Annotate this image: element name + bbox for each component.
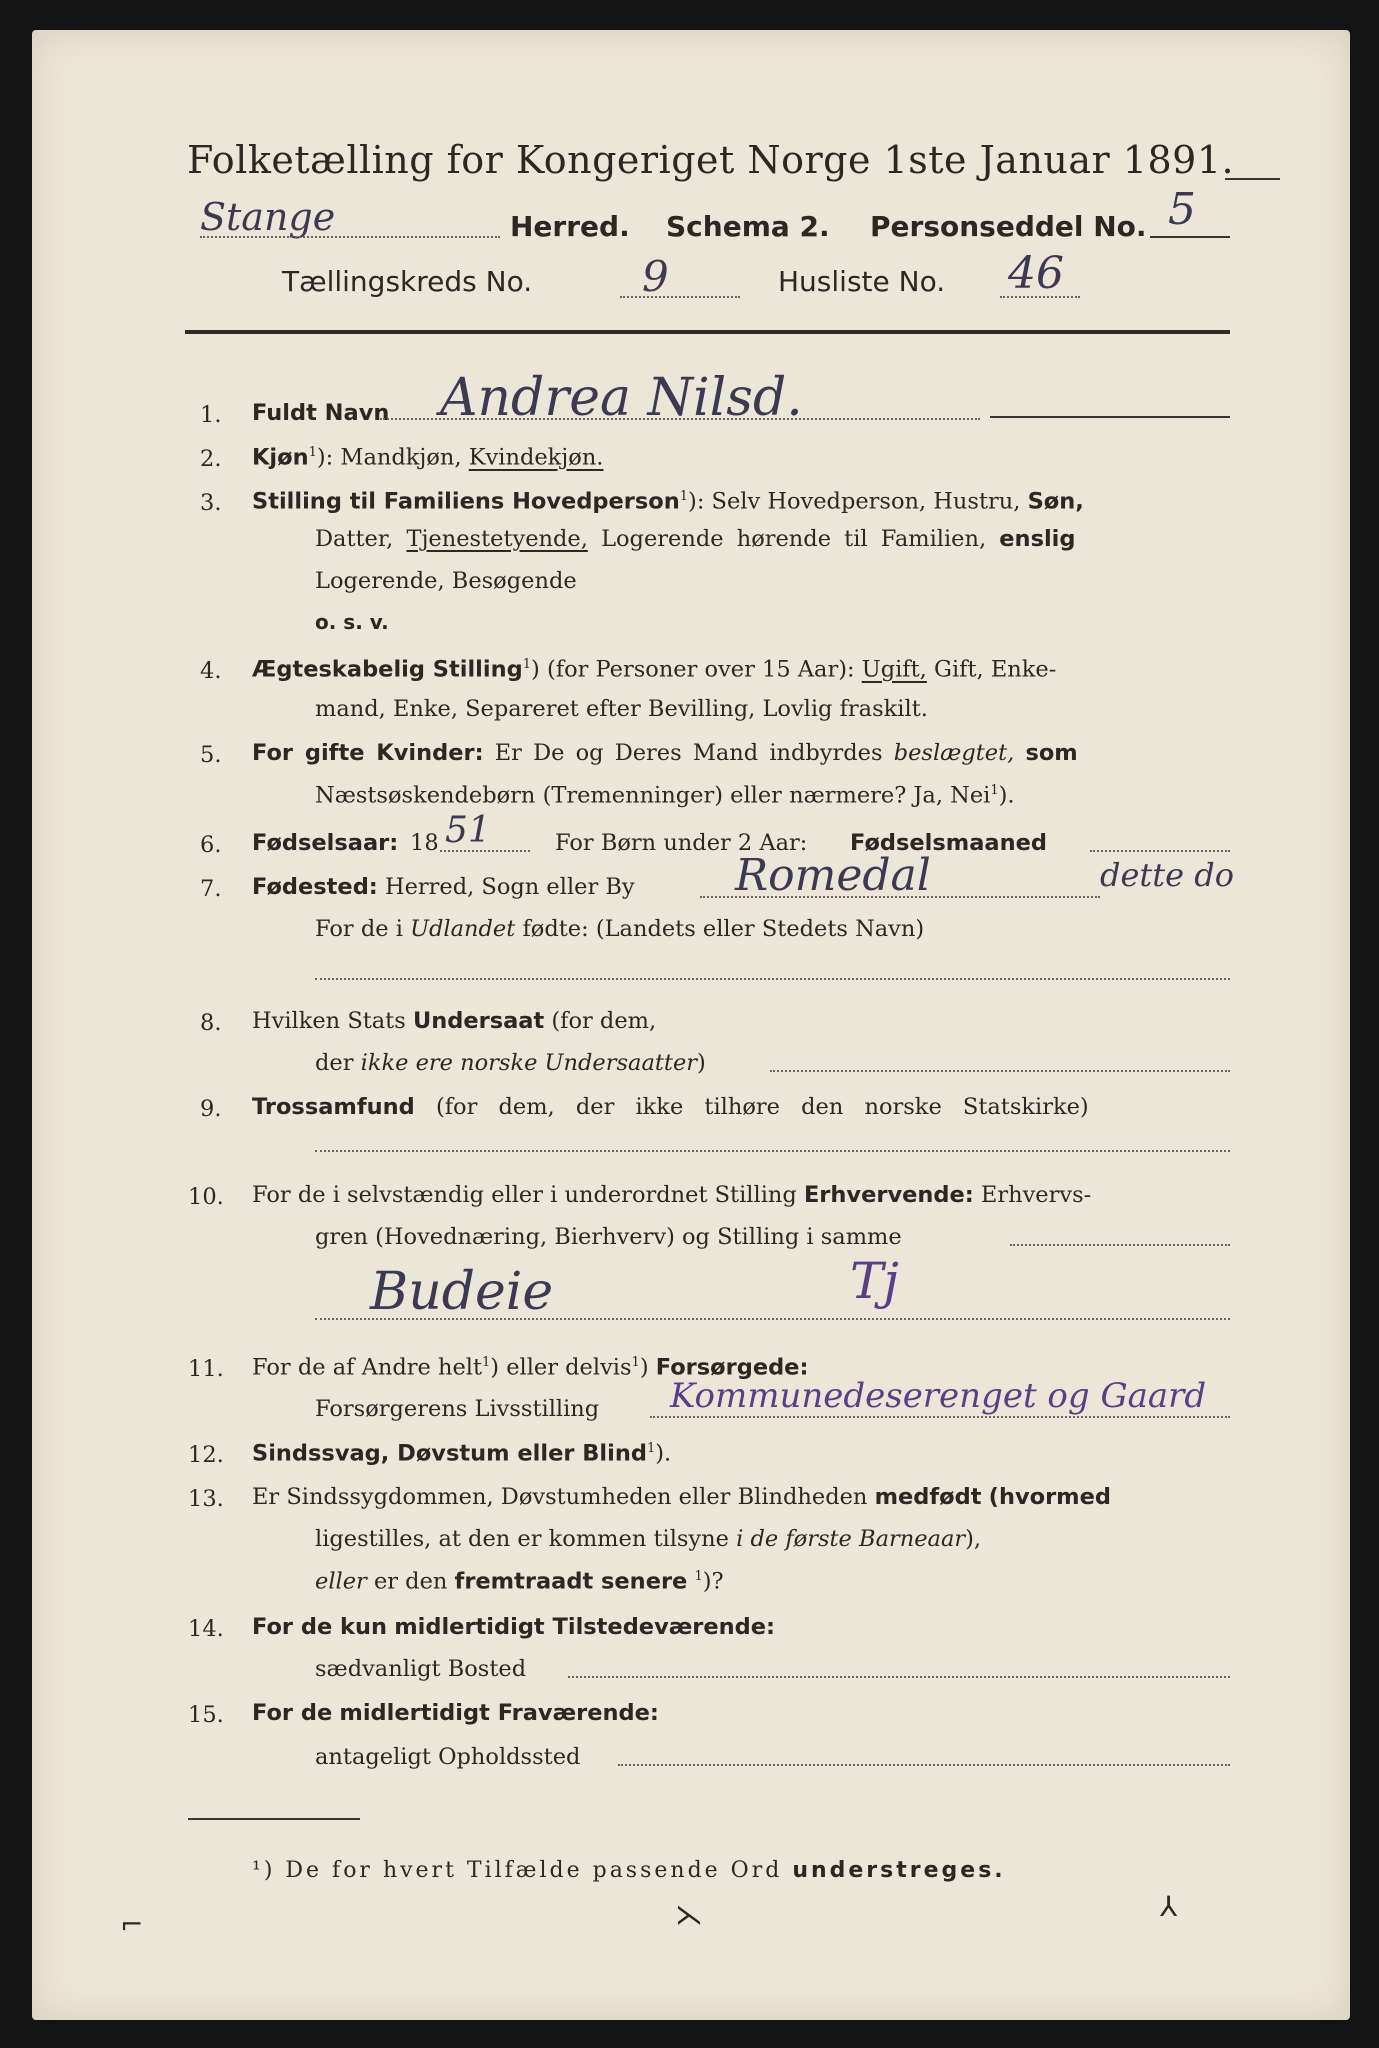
personseddel-label: Personseddel No. (870, 210, 1147, 243)
q7-dots (700, 896, 1100, 898)
kreds-value: 9 (642, 252, 669, 301)
q6-dots (440, 850, 530, 852)
q13-line2: ligestilles, at den er kommen tilsyne i de første Barneaar), (315, 1526, 982, 1552)
q7-blank-dots (315, 978, 1230, 980)
corner-mark-icon: ⋋ (675, 1898, 703, 1931)
q5-line2: Næstsøskendebørn (Tremenninger) eller nærmere? Ja, Nei$^1$). (315, 782, 1015, 809)
kreds-dots (620, 296, 740, 298)
item-number: 10. (188, 1184, 224, 1210)
item-number: 7. (200, 876, 222, 902)
q2-label: Kjøn (252, 444, 309, 471)
item-number: 1. (200, 402, 222, 428)
q9-blank-dots (315, 1150, 1230, 1152)
q10-line2-dots (1010, 1244, 1230, 1246)
item-number: 3. (200, 490, 222, 516)
q15-line1: For de midlertidigt Fraværende: (252, 1700, 659, 1726)
q7-value2: dette do (1100, 856, 1234, 894)
q11-line2: Forsørgerens Livsstilling (315, 1396, 600, 1422)
corner-mark-icon: ⌐ (120, 1908, 144, 1941)
personseddel-value: 5 (1168, 184, 1196, 235)
q2-text (252, 446, 603, 469)
q11-line1: For de af Andre helt$^1$) eller delvis$^1$) Forsørgede: (252, 1354, 809, 1381)
item-number: 2. (200, 446, 222, 472)
q1-label: Fuldt Navn (252, 400, 390, 426)
q3-line4: o. s. v. (315, 610, 389, 634)
q6-maaned-dots (1090, 850, 1230, 852)
title-flourish (1225, 178, 1280, 180)
q2-kvindekjon: Kvindekjøn. (468, 444, 604, 471)
footnote-rule (188, 1818, 360, 1820)
q14-line1: For de kun midlertidigt Tilstedeværende: (252, 1614, 776, 1640)
item-number: 13. (188, 1486, 224, 1512)
q1-rule (990, 416, 1230, 418)
item-number: 15. (188, 1702, 224, 1728)
census-form-paper (32, 30, 1350, 2020)
header-rule (185, 330, 1230, 334)
q4-line2: mand, Enke, Separeret efter Bevilling, Lovlig fraskilt. (315, 696, 928, 722)
q10-value2: Tj (850, 1252, 899, 1310)
q14-dots (568, 1676, 1230, 1678)
personseddel-rule (1150, 236, 1230, 238)
q8-dots (770, 1070, 1230, 1072)
footnote: ¹) De for hvert Tilfælde passende Ord understreges. (252, 1858, 1006, 1883)
q4-line1: Ægteskabelig Stilling$^1$) (for Personer over 15 Aar): Ugift, Gift, Enke- (252, 656, 1057, 683)
q11-dots (650, 1416, 1230, 1418)
q6-prefix: 18 (410, 830, 439, 856)
q3-line1: Stilling til Familiens Hovedperson$^1$): Selv Hovedperson, Hustru, Søn, (252, 488, 1084, 515)
q6-label: Fødselsaar: (252, 830, 399, 856)
q13-line1: Er Sindssygdommen, Døvstumheden eller Blindheden medfødt (hvormed (252, 1484, 1111, 1510)
q15-dots (618, 1764, 1230, 1766)
q8-line1: Hvilken Stats Undersaat (for dem, (252, 1008, 657, 1034)
q1-dots (380, 418, 980, 420)
q10-blank-dots (315, 1318, 1230, 1320)
q6-value: 51 (445, 810, 491, 851)
q6-maaned: Fødselsmaaned (850, 830, 1047, 856)
q3-line3: Logerende, Besøgende (315, 568, 577, 594)
q13-line3: eller er den fremtraadt senere $^1$)? (315, 1568, 724, 1595)
kreds-label: Tællingskreds No. (282, 265, 533, 298)
q12-line1: Sindssvag, Døvstum eller Blind$^1$). (252, 1440, 672, 1467)
husliste-dots (1000, 296, 1080, 298)
q6-born: For Børn under 2 Aar: (555, 830, 808, 856)
q10-value: Budeie (370, 1262, 554, 1322)
husliste-label: Husliste No. (778, 265, 946, 298)
q7-line1: Fødested: Herred, Sogn eller By (252, 874, 635, 900)
q7-value: Romedal (735, 850, 931, 901)
q1-value: Andrea Nilsd. (440, 368, 803, 428)
q7-line2: For de i Udlandet fødte: (Landets eller Stedets Navn) (315, 916, 925, 942)
q5-line1: For gifte Kvinder: Er De og Deres Mand indbyrdes beslægtet, som (252, 740, 1078, 766)
q2-sup: 1 (308, 445, 317, 460)
item-number: 12. (188, 1442, 224, 1468)
q8-line2: der ikke ere norske Undersaatter) (315, 1050, 706, 1076)
q10-line1: For de i selvstændig eller i underordnet Stilling Erhvervende: Erhvervs- (252, 1182, 1092, 1208)
herred-value: Stange (200, 195, 336, 239)
item-number: 6. (200, 832, 222, 858)
schema-label: Schema 2. (666, 210, 830, 243)
form-title: Folketælling for Kongeriget Norge 1ste Januar 1891. (187, 138, 1235, 182)
herred-label: Herred. (510, 210, 630, 243)
husliste-value: 46 (1008, 248, 1064, 299)
item-number: 8. (200, 1010, 222, 1036)
corner-mark-icon: ⅄ (1160, 1890, 1178, 1923)
q15-line2: antageligt Opholdssted (315, 1744, 581, 1770)
item-number: 9. (200, 1096, 222, 1122)
item-number: 5. (200, 742, 222, 768)
q11-value: Kommunedeserenget og Gaard (670, 1376, 1207, 1416)
q14-line2: sædvanligt Bosted (315, 1656, 527, 1682)
q9-line1: Trossamfund (for dem, der ikke tilhøre den norske Statskirke) (252, 1094, 1089, 1120)
item-number: 11. (188, 1356, 224, 1382)
q3-line2: Datter, Tjenestetyende, Logerende hørende til Familien, enslig (315, 526, 1076, 552)
item-number: 4. (200, 658, 222, 684)
q10-line2: gren (Hovednæring, Bierhverv) og Stilling i samme (315, 1224, 902, 1250)
q2-options: ): Mandkjøn, (316, 444, 462, 471)
item-number: 14. (188, 1616, 224, 1642)
herred-dots (200, 236, 500, 238)
